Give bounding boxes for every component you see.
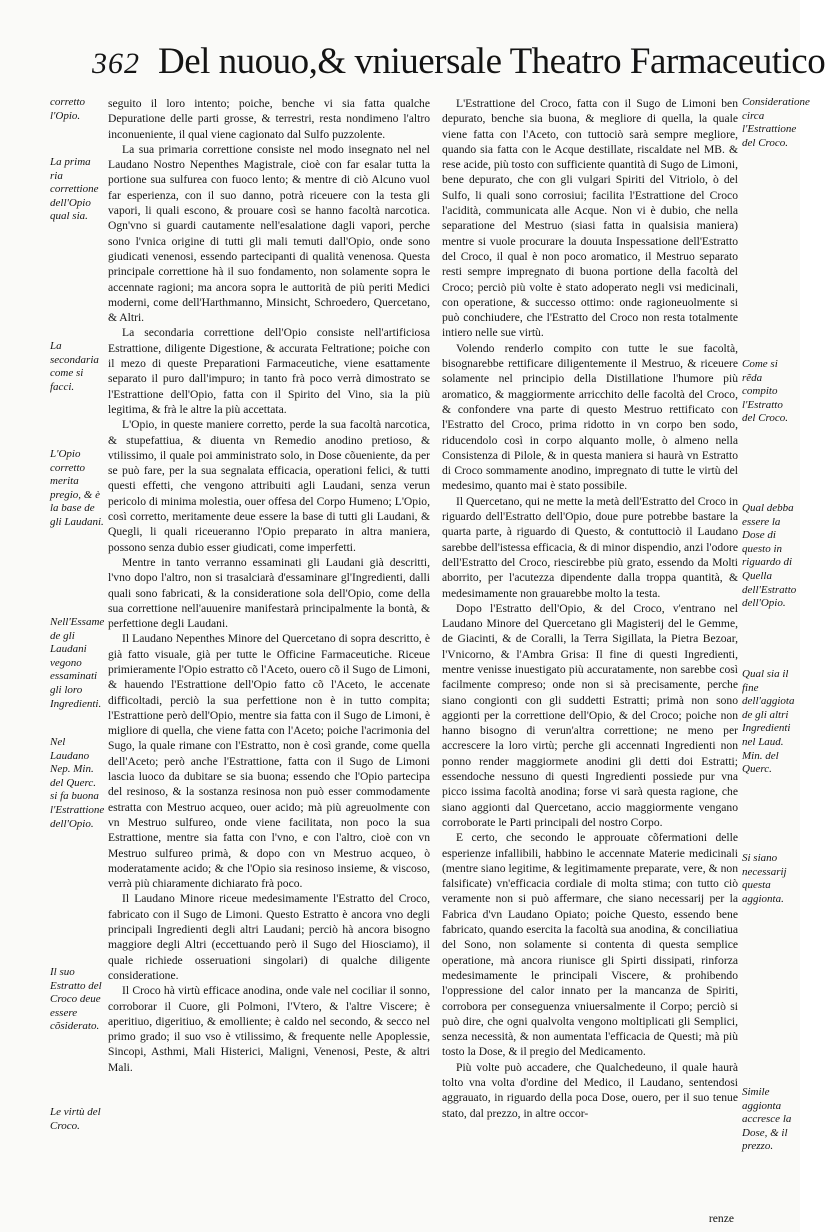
running-title: Del nuouo,& vniuersale Theatro Farmaceutico xyxy=(158,41,825,82)
margin-note: Qual sia il fine dell'aggiota de gli altri Ingredienti nel Laud. Min. del Querc. xyxy=(742,668,795,776)
paragraph: Dopo l'Estratto dell'Opio, & del Croco, v'entrano nel Laudano Minore del Quercetano gli Magisterij del le Gemme, de Giacinti, & de Coralli, la Terra Sigillata, la Pietra Bezoar, l'Vnicorno, & l'Ambra Grisa: Il fine di questi Ingredienti, mentre venisse inuestigato più accuratamente, non sarebbe così facilmente compreso; onde non si sà precisamente, perche siano congionti con gli suddetti Estratti; primà non sono aggionti per la correttione dell'Opio, & del Croco; poiche non hanno bisogno di verun'altra correttione; ne meno per accrescere la loro virtù; perche gli accennati Ingredienti non ponno render maggiormete anodini gli detti doi Estratti; essendoche nessuno di questi Ingredienti possiede pur vna picco issima facoltà anodina; forse vi sarà questa ragione, che siano aggionti dal Quercetano, accio maggiormente vengano corroborate le Parti principali del nostro Corpo. xyxy=(442,601,738,829)
margin-note: Le virtù del Croco. xyxy=(50,1106,101,1132)
margin-note: Si siano necessarij questa aggionta. xyxy=(742,852,787,905)
paragraph: Il Laudano Minore riceue medesimamente l'Estratto del Croco, fabricato con il Sugo de Limoni. Questo Estratto è ancora vno degli principali Ingredienti degli altri Laudani; perciò hà ancora bisogno maggiore degli Altri (eccettuando però il Sugo del Hiosciamo), il quale richiede osseruationi singolari) di qualche diligente consideratione. xyxy=(108,892,430,982)
margin-note: Simile aggionta accresce la Dose, & il prezzo. xyxy=(742,1086,792,1153)
catchword: renze xyxy=(708,1212,734,1225)
page-number: 362 xyxy=(92,47,140,80)
right-text-column xyxy=(442,96,738,1121)
margin-note: Nel Laudano Nep. Min. del Querc. si fa buona l'Estrattione dell'Opio. xyxy=(50,736,105,830)
paragraph: L'Opio, in queste maniere corretto, perde la sua facoltà narcotica, & stupefattiua, & diuenta vn Remedio anodino pretioso, & vtilissimo, il quale poi amministrato solo, in Dose cõueniente, da per se può fare, per la sua segnalata efficacia, operationi felici, & tutti questi effetti, che vengono attribuiti agli Laudani, senza verun pericolo di minima molestia, ouer offesa del Corpo Humeno; L'Opio, così corretto, meritamente deue essere la base di tutti gli Laudani, & Quegli, li quali riceueranno l'Opio preparato in altra maniera, possono senza dubio esser giudicati, come imperfetti. xyxy=(108,418,430,554)
paragraph: Il Quercetano, qui ne mette la metà dell'Estratto del Croco in riguardo dell'Estratto dell'Opio, doue pure potrebbe bastare la quarta parte, à riguardo di Questo, & contuttociò il Laudano sarebbe dell'istessa efficacia, & di minor dispendio, anzi l'odore dell'Estratto del Croco, riescirebbe più grato, essendo da Molti aborrito, per l'acutezza dipendente dalla troppa quantità, & medesimamente non grauarebbe molto la testa. xyxy=(442,494,738,600)
margin-note: Come si rẽda compito l'Estratto del Croco. xyxy=(742,358,789,425)
paragraph: E certo, che secondo le approuate cõfermationi delle esperienze infallibili, habbino le accennate Materie medicinali (mentre siano legitime, & legitimamente preparate, vere, & non falsificate) vn'efficacia cordiale di molta stima; con tutto ciò veramente non si può affermare, che siano necessarij per la Fabrica d'vn Laudano Opiato; poiche Questo, essendo bene fabricato, quando esercita la facoltà sua anodina, & conciliatiua del Sono, non solamente si contenta di questa semplice operatione, mà ancora riunisce gli Spirti dissipati, rinforza medesimamente le principali Viscere, & prohibendo l'oppressione del calor innato per la mancanza de Spiriti, corrobora per conseguenza vniuersalmente il Corpo; perciò si può dire, che ogni qualvolta vengono moltiplicati gli Semplici, senza necessità, & non aumentata l'efficacia de Questi; mà più tosto la Dose, & il pregio del Medicamento. xyxy=(442,831,738,1059)
right-margin-notes xyxy=(742,96,810,1216)
paragraph: Mentre in tanto verranno essaminati gli Laudani già descritti, l'vno dopo l'altro, non si trasalciarà d'essaminare gl'Ingredienti, dalli quali sono fabricati, & la consideratione sola dell'Opio, come della sua correttione nell'auuenire manifestarà principalmente la bontà, & perfettione degli Laudani. xyxy=(108,555,430,631)
margin-note: Qual debba essere la Dose di questo in riguardo di Quella dell'Estratto dell'Opio. xyxy=(742,502,797,610)
paragraph: Più volte può accadere, che Qualchedeuno, il quale haurà tolto vna volta d'ordine del Medico, il Laudano, sentendosi aggrauato, in riguardo della poca Dose, ouero, per il suo tenue stato, dal prezzo, in altre occor- xyxy=(442,1060,738,1120)
margin-note: Nell'Essame de gli Laudani vegono essaminati gli loro Ingredienti. xyxy=(50,616,105,710)
paragraph: Il Croco hà virtù efficace anodina, onde vale nel cociliar il sonno, corroborar il Cuore, gli Polmoni, l'Vtero, & l'altre Viscere; è aperitiuo, digeritiuo, & emolliente; è caldo nel secondo, & secco nel primo grado; il suo vso è vtilissimo, & frequente nelle Apoplessie, Sincopi, Asthmi, Mali Histerici, Maligni, Venenosi, Peste, & altri Mali. xyxy=(108,984,430,1074)
paragraph: seguito il loro intento; poiche, benche vi sia fatta qualche Depuratione delle parti grosse, & terrestri, resta nondimeno l'altro inconueniente, il qual viene cagionato dal Sulfo puzzolente. xyxy=(108,97,430,141)
paragraph: La secondaria correttione dell'Opio consiste nell'artificiosa Estrattione, diligente Digestione, & accurata Feltratione; poiche con il mezo di queste Preparationi Farmaceutiche, viene esattamente separato il puro dall'impuro; in tanto frà poco verrà dimostrato se l'Estrattione dell'Opio, fatta con il Spirito del Vino, sia la più legitima, & frà le altre la più accettata. xyxy=(108,326,430,416)
margin-note: La prima ria correttione dell'Opio qual sia. xyxy=(50,156,99,223)
margin-note: Il suo Estratto del Croco deue essere cõsiderato. xyxy=(50,966,102,1033)
paragraph: Il Laudano Nepenthes Minore del Quercetano di sopra descritto, è già fatto visuale, già per tutte le Officine Farmaceutiche. Riceue primieramente l'Opio estratto cõ l'Aceto, ouero cõ il Sugo de Limoni, & hauendo l'Estrattione dell'Opio fatto cõ l'Aceto, le accenate difficoltadi, perciò la sua perfettione non è in tutto compita; l'Estrattione però dell'Opio, mentre sia fatta con il Sugo de Limoni, è migliore di quella, che viene fatta con l'Aceto; poiche l'acrimonia del Sugo, la quale rimane con l'Estratto, non è così grande, come quella dell'Aceto; però anche l'Estrattione, fatta con il Sugo de Limoni lascia luoco da dubitare se sia buona; essendo che l'Opio partecipa del resinoso, & la sostanza resinosa non può esser commodamente estratta con Mestruo acqueo, ouer acido; mà più agreuolmente con vn Mestruo sulfureo, onde viene facilitata, non poco la sua Estrattione, mentre sia fatta con l'vno, e con l'altro, cioè con vn Mestruo sulfureo primà, & dopo con vn Mestruo acqueo, ò moderatamente acido; & che l'Opio sia resinoso insieme, & viscoso, verrà più chiaramente dichiarato frà poco. xyxy=(108,632,430,891)
left-text-column xyxy=(108,96,430,1075)
margin-note: L'Opio corretto merita pregio, & è la base de gli Laudani. xyxy=(50,448,104,528)
page-header xyxy=(92,40,825,92)
margin-note: La secondaria come si facci. xyxy=(50,340,99,393)
paragraph: La sua primaria correttione consiste nel modo insegnato nel nel Laudano Nostro Nepenthes Magistrale, cioè con far esalar tutta la portione sua sulfurea con fuoco lento; & mentre di ciò Alcuno vuol far esperienza, con il suo danno, potrà riceuere con la testa gli vapori, li quali escono, & prouare così se hanno facoltà narcotica. Ogn'vno si guardi cautamente nell'esalatione dagli vapori, perche sono l'vnica origine di tutti gli mali temuti dall'Opio, onde sono giudicati venenosi, essendo partecipanti di qualità venenosa. Questa principale correttione hà il suo fondamento, non solamente sopra le accennate ragioni; ma ancora sopra le auttorità de più periti Medici moderni, come dell'Harthmanno, Minsicht, Schroedero, Quercetano, & Altri. xyxy=(108,142,430,325)
left-margin-notes xyxy=(50,96,104,1216)
paragraph: Volendo renderlo compito con tutte le sue facoltà, bisognarebbe rettificare diligentemente il Mestruo, & riceuere solamente nel principio della Distillatione l'humore più aromatico, & maggiormente arricchito delle facoltà del Croco, & confondere vna parte di questo Mestruo rettificato con l'Estratto del Croco, prima ridotto in vn corpo ben sodo, riducendolo così in corpo alquanto molle, ò almeno nella Consistenza di Pilole, & in questa maniera si haurà vn Estratto di Croco sommamente anodino, impregnato di tutte le virtù del medesimo, quanto mai è stato possibile. xyxy=(442,341,738,493)
paragraph: L'Estrattione del Croco, fatta con il Sugo de Limoni ben depurato, benche sia buona, & megliore di quella, la quale viene fatta con l'Aceto, con tuttociò sarà sempre megliore, quando sia fatta con le Acque destillate, riscaldate nel MB. & rese acide, più tosto con sufficiente quantità di Sugo de Limoni, bene depurato, che con gli vulgari Spiriti del Vitriolo, ò del Sulfo, li quali sono corrosiui; facilita l'Estrattione del Croco l'acidità, communicata alle Acque. Non vi è dubio, che nella separatione del Mestruo (siasi fatta in qualsisia maniera) mentre si vuole procurare la douuta Inspessatione dell'Estratto del Croco, il qual è non poco aromatico, il Mestruo separato resti sempre impregnato di buona portione della facoltà del Croco; perciò più volte è stato adoperato negli vsi medicinali, con operatione, & successo ottimo: onde ragioneuolmente si può conchiudere, che l'Estratto del Croco non resta totalmente intiero nelle sue virtù. xyxy=(442,97,739,340)
margin-note: Consideratione circa l'Estrattione del Croco. xyxy=(742,96,810,149)
margin-note: corretto l'Opio. xyxy=(50,96,86,122)
